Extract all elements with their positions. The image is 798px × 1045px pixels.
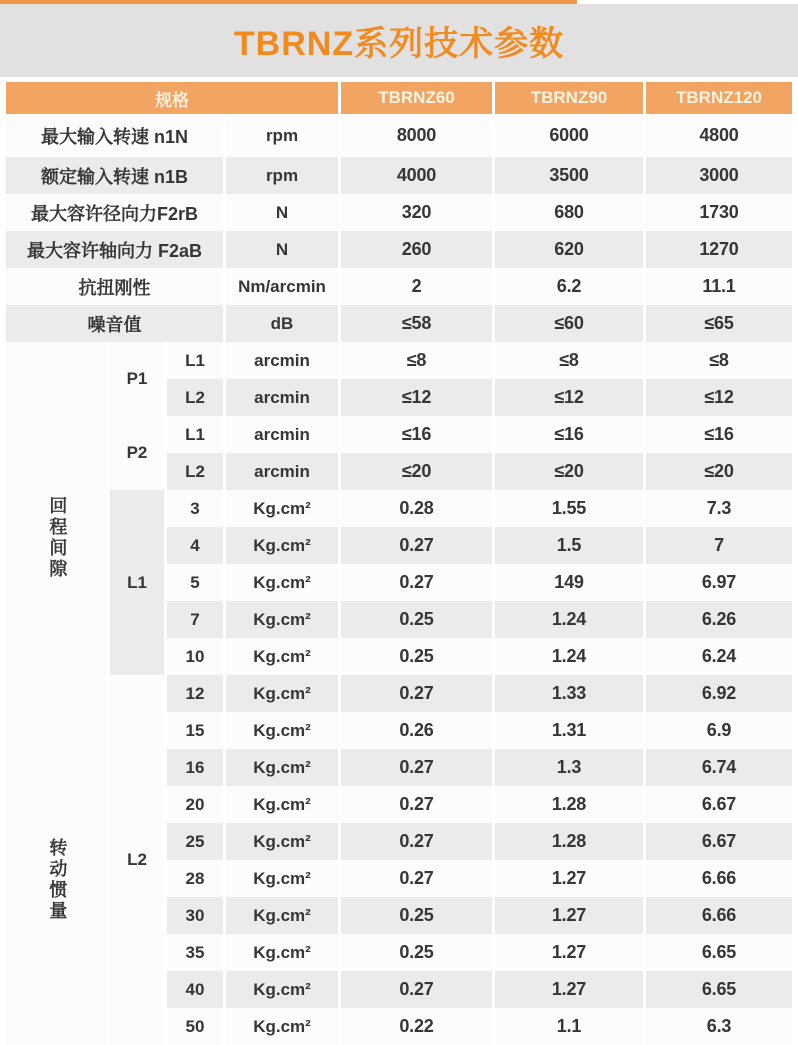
unit-cell: Kg.cm² xyxy=(226,786,341,823)
spec-table xyxy=(6,82,792,1045)
value-cell: 8000 xyxy=(341,114,495,157)
value-cell: 6000 xyxy=(495,114,646,157)
value-cell: ≤12 xyxy=(341,379,495,416)
value-cell: ≤58 xyxy=(341,305,495,342)
value-cell: 1.27 xyxy=(495,971,646,1008)
value-cell: 6.9 xyxy=(646,712,792,749)
value-cell: ≤8 xyxy=(341,342,495,379)
value-cell: 260 xyxy=(341,231,495,268)
table-row xyxy=(6,675,792,712)
ratio-cell: 50 xyxy=(167,1008,226,1045)
ratio-cell: 5 xyxy=(167,564,226,601)
value-cell: 7.3 xyxy=(646,490,792,527)
value-cell: 1.24 xyxy=(495,638,646,675)
row-label: 最大输入转速 n1N xyxy=(6,114,226,157)
table-row xyxy=(6,305,792,342)
value-cell: ≤65 xyxy=(646,305,792,342)
value-cell: ≤8 xyxy=(646,342,792,379)
unit-cell: Kg.cm² xyxy=(226,638,341,675)
value-cell: 0.27 xyxy=(341,675,495,712)
table-row xyxy=(6,268,792,305)
unit-cell: Kg.cm² xyxy=(226,934,341,971)
ratio-cell: 16 xyxy=(167,749,226,786)
value-cell: ≤12 xyxy=(646,379,792,416)
table-row xyxy=(6,114,792,157)
value-cell: 0.27 xyxy=(341,564,495,601)
value-cell: 6.2 xyxy=(495,268,646,305)
unit-cell: Kg.cm² xyxy=(226,823,341,860)
ratio-cell: 20 xyxy=(167,786,226,823)
value-cell: 0.26 xyxy=(341,712,495,749)
ratio-cell: 3 xyxy=(167,490,226,527)
unit-cell: Kg.cm² xyxy=(226,749,341,786)
value-cell: ≤16 xyxy=(646,416,792,453)
value-cell: 0.25 xyxy=(341,638,495,675)
unit-cell: arcmin xyxy=(226,379,341,416)
table-row xyxy=(6,157,792,194)
value-cell: ≤12 xyxy=(495,379,646,416)
unit-cell: rpm xyxy=(226,114,341,157)
value-cell: ≤60 xyxy=(495,305,646,342)
value-cell: 6.92 xyxy=(646,675,792,712)
unit-cell: dB xyxy=(226,305,341,342)
unit-cell: arcmin xyxy=(226,342,341,379)
value-cell: 149 xyxy=(495,564,646,601)
value-cell: 1.27 xyxy=(495,934,646,971)
stage-group-cell: L2 xyxy=(110,675,167,1045)
value-cell: 0.27 xyxy=(341,786,495,823)
ratio-cell: 12 xyxy=(167,675,226,712)
value-cell: 0.28 xyxy=(341,490,495,527)
value-cell: 3000 xyxy=(646,157,792,194)
row-label: 最大容许轴向力 F2aB xyxy=(6,231,226,268)
value-cell: 2 xyxy=(341,268,495,305)
section-label-backlash xyxy=(6,342,110,675)
value-cell: ≤20 xyxy=(646,453,792,490)
unit-cell: N xyxy=(226,231,341,268)
table-row xyxy=(6,490,792,527)
unit-cell: rpm xyxy=(226,157,341,194)
unit-cell: Kg.cm² xyxy=(226,860,341,897)
value-cell: 6.67 xyxy=(646,823,792,860)
unit-cell: Kg.cm² xyxy=(226,971,341,1008)
stage-level-cell: L2 xyxy=(167,453,226,490)
stage-level-cell: L2 xyxy=(167,379,226,416)
value-cell: 0.25 xyxy=(341,897,495,934)
table-header-row xyxy=(6,82,792,114)
value-cell: 1730 xyxy=(646,194,792,231)
unit-cell: arcmin xyxy=(226,453,341,490)
value-cell: 620 xyxy=(495,231,646,268)
section-label-backlash-text: 回程间隙 xyxy=(47,496,68,580)
value-cell: 6.65 xyxy=(646,934,792,971)
ratio-cell: 7 xyxy=(167,601,226,638)
unit-cell: Kg.cm² xyxy=(226,1008,341,1045)
table-body xyxy=(6,114,792,1045)
value-cell: 6.26 xyxy=(646,601,792,638)
value-cell: 1.27 xyxy=(495,897,646,934)
ratio-cell: 4 xyxy=(167,527,226,564)
unit-cell: Kg.cm² xyxy=(226,490,341,527)
ratio-cell: 30 xyxy=(167,897,226,934)
value-cell: 0.27 xyxy=(341,860,495,897)
title-band xyxy=(0,4,798,77)
model-header-tbrnz120: TBRNZ120 xyxy=(646,82,792,114)
unit-cell: Kg.cm² xyxy=(226,675,341,712)
ratio-cell: 28 xyxy=(167,860,226,897)
row-label: 抗扭刚性 xyxy=(6,268,226,305)
table-row xyxy=(6,231,792,268)
value-cell: 6.66 xyxy=(646,897,792,934)
value-cell: 0.22 xyxy=(341,1008,495,1045)
unit-cell: Kg.cm² xyxy=(226,527,341,564)
value-cell: 1.31 xyxy=(495,712,646,749)
value-cell: 1.24 xyxy=(495,601,646,638)
value-cell: 1.28 xyxy=(495,786,646,823)
value-cell: 1.5 xyxy=(495,527,646,564)
value-cell: 1.28 xyxy=(495,823,646,860)
section-label-inertia xyxy=(6,675,110,1045)
row-label: 最大容许径向力F2rB xyxy=(6,194,226,231)
unit-cell: arcmin xyxy=(226,416,341,453)
unit-cell: Kg.cm² xyxy=(226,712,341,749)
accuracy-grade-cell: P2 xyxy=(110,416,167,490)
stage-level-cell: L1 xyxy=(167,416,226,453)
unit-cell: Kg.cm² xyxy=(226,601,341,638)
value-cell: 0.27 xyxy=(341,823,495,860)
ratio-cell: 25 xyxy=(167,823,226,860)
value-cell: ≤8 xyxy=(495,342,646,379)
value-cell: 3500 xyxy=(495,157,646,194)
value-cell: 0.27 xyxy=(341,971,495,1008)
value-cell: 0.25 xyxy=(341,601,495,638)
value-cell: 0.25 xyxy=(341,934,495,971)
unit-cell: Kg.cm² xyxy=(226,897,341,934)
unit-cell: Nm/arcmin xyxy=(226,268,341,305)
value-cell: 1.27 xyxy=(495,860,646,897)
table-row xyxy=(6,416,792,453)
ratio-cell: 10 xyxy=(167,638,226,675)
row-label: 额定输入转速 n1B xyxy=(6,157,226,194)
value-cell: 1270 xyxy=(646,231,792,268)
value-cell: ≤16 xyxy=(495,416,646,453)
table-row xyxy=(6,342,792,379)
ratio-cell: 35 xyxy=(167,934,226,971)
value-cell: 4000 xyxy=(341,157,495,194)
row-label: 噪音值 xyxy=(6,305,226,342)
section-label-inertia-text: 转动惯量 xyxy=(47,837,68,922)
value-cell: 4800 xyxy=(646,114,792,157)
value-cell: ≤16 xyxy=(341,416,495,453)
value-cell: ≤20 xyxy=(495,453,646,490)
stage-level-cell: L1 xyxy=(167,342,226,379)
ratio-cell: 15 xyxy=(167,712,226,749)
value-cell: ≤20 xyxy=(341,453,495,490)
value-cell: 1.3 xyxy=(495,749,646,786)
value-cell: 680 xyxy=(495,194,646,231)
value-cell: 6.74 xyxy=(646,749,792,786)
accuracy-grade-cell: P1 xyxy=(110,342,167,416)
value-cell: 6.97 xyxy=(646,564,792,601)
stage-group-cell: L1 xyxy=(110,490,167,675)
model-header-tbrnz60: TBRNZ60 xyxy=(341,82,495,114)
value-cell: 1.1 xyxy=(495,1008,646,1045)
value-cell: 7 xyxy=(646,527,792,564)
value-cell: 6.65 xyxy=(646,971,792,1008)
ratio-cell: 40 xyxy=(167,971,226,1008)
table-row xyxy=(6,194,792,231)
value-cell: 1.33 xyxy=(495,675,646,712)
value-cell: 6.3 xyxy=(646,1008,792,1045)
value-cell: 1.55 xyxy=(495,490,646,527)
unit-cell: Kg.cm² xyxy=(226,564,341,601)
value-cell: 320 xyxy=(341,194,495,231)
value-cell: 0.27 xyxy=(341,527,495,564)
value-cell: 6.24 xyxy=(646,638,792,675)
value-cell: 6.67 xyxy=(646,786,792,823)
unit-cell: N xyxy=(226,194,341,231)
value-cell: 11.1 xyxy=(646,268,792,305)
page-title: TBRNZ系列技术参数 xyxy=(233,25,565,63)
value-cell: 6.66 xyxy=(646,860,792,897)
model-header-tbrnz90: TBRNZ90 xyxy=(495,82,646,114)
spec-header-cell: 规格 xyxy=(6,82,341,114)
value-cell: 0.27 xyxy=(341,749,495,786)
